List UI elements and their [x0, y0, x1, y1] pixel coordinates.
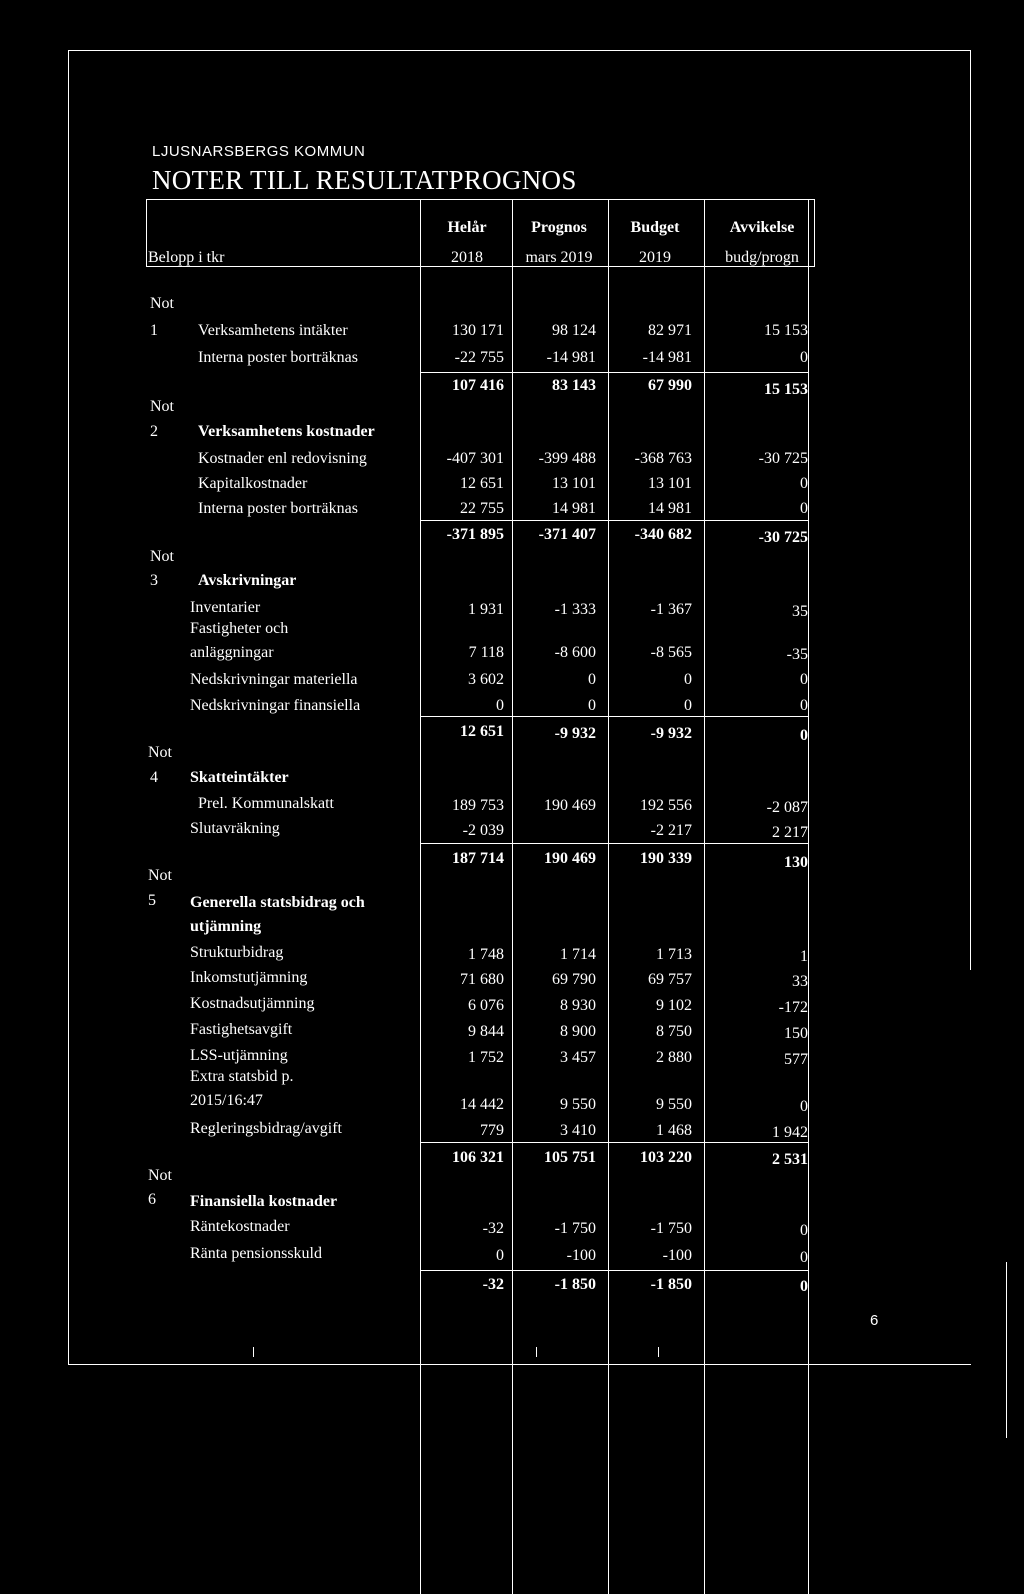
cell-budget: 192 556 [640, 797, 692, 814]
cell-helar: 22 755 [460, 500, 504, 517]
column-divider [608, 199, 609, 1594]
total-prognos: 190 469 [544, 850, 596, 867]
note-number: 2 [150, 423, 158, 440]
cell-avvikelse: 2 217 [772, 824, 808, 841]
cell-budget: 9 102 [656, 997, 692, 1014]
note-title: Verksamhetens kostnader [198, 423, 375, 440]
cell-avvikelse: 0 [800, 671, 808, 688]
organization-name: LJUSNARSBERGS KOMMUN [152, 143, 366, 160]
total-budget: 103 220 [640, 1149, 692, 1166]
cell-avvikelse: -35 [786, 646, 808, 663]
cell-avvikelse: 1 942 [772, 1124, 808, 1141]
cell-budget: -1 367 [650, 601, 692, 618]
col-sub-helar: 2018 [451, 249, 483, 266]
cell-helar: 71 680 [460, 971, 504, 988]
column-divider [704, 199, 705, 1594]
total-helar: -32 [482, 1276, 504, 1293]
cell-budget: -8 565 [650, 644, 692, 661]
row-label: Kostnadsutjämning [190, 995, 315, 1012]
cell-avvikelse: 35 [792, 603, 808, 620]
cell-prognos: 0 [588, 697, 596, 714]
note-title: Finansiella kostnader [190, 1193, 338, 1210]
subtotal-rule [420, 372, 808, 373]
subtotal-rule [420, 1142, 808, 1143]
total-helar: 12 651 [460, 723, 504, 740]
cell-budget: 0 [684, 671, 692, 688]
cell-helar: 1 752 [468, 1049, 504, 1066]
total-prognos: -371 407 [538, 526, 596, 543]
cell-prognos: 9 550 [560, 1096, 596, 1113]
cell-avvikelse: 1 [800, 948, 808, 965]
cell-helar: 12 651 [460, 475, 504, 492]
row-label: Inkomstutjämning [190, 969, 308, 986]
cell-avvikelse: 0 [800, 1098, 808, 1115]
frame-tick [536, 1347, 537, 1357]
column-divider [420, 199, 421, 1594]
note-number: 5 [148, 892, 156, 909]
subtotal-rule [420, 1270, 808, 1271]
cell-helar: -22 755 [454, 349, 504, 366]
cell-prognos: -100 [566, 1247, 596, 1264]
cell-prognos: 3 410 [560, 1122, 596, 1139]
subtotal-rule [420, 716, 808, 717]
row-label: Ränta pensionsskuld [190, 1245, 322, 1262]
cell-budget: 13 101 [648, 475, 692, 492]
note-number: 3 [150, 572, 158, 589]
cell-budget: -14 981 [642, 349, 692, 366]
cell-avvikelse: -2 087 [766, 799, 808, 816]
note-title-continued: utjämning [190, 918, 262, 935]
note-title: Generella statsbidrag och [190, 894, 365, 911]
cell-prognos: -1 333 [554, 601, 596, 618]
cell-prognos: -399 488 [538, 450, 596, 467]
row-label: Strukturbidrag [190, 944, 284, 961]
col-sub-avvikelse: budg/progn [725, 249, 799, 266]
cell-helar: -2 039 [462, 822, 504, 839]
row-label-continued: anläggningar [190, 644, 274, 661]
cell-helar: 779 [480, 1122, 504, 1139]
cell-avvikelse: 0 [800, 697, 808, 714]
total-prognos: -1 850 [554, 1276, 596, 1293]
row-label: Räntekostnader [190, 1218, 290, 1235]
not-label: Not [148, 744, 172, 761]
row-label: Interna poster borträknas [198, 349, 358, 366]
not-label: Not [150, 295, 174, 312]
cell-budget: -2 217 [650, 822, 692, 839]
cell-avvikelse: 15 153 [764, 322, 808, 339]
cell-avvikelse: -172 [778, 999, 808, 1016]
amount-unit-label: Belopp i tkr [148, 249, 225, 266]
total-prognos: 83 143 [552, 377, 596, 394]
col-header-helar: Helår [447, 219, 487, 236]
note-title: Avskrivningar [198, 572, 297, 589]
total-avvikelse: 0 [800, 727, 808, 744]
col-sub-prognos: mars 2019 [525, 249, 593, 266]
row-label: Nedskrivningar materiella [190, 671, 358, 688]
total-avvikelse: 0 [800, 1278, 808, 1295]
cell-avvikelse: -30 725 [758, 450, 808, 467]
frame-tick [658, 1347, 659, 1357]
column-divider [808, 199, 809, 1594]
row-label: Inventarier [190, 599, 261, 616]
total-helar: -371 895 [446, 526, 504, 543]
row-label: Verksamhetens intäkter [198, 322, 348, 339]
row-label: LSS-utjämning [190, 1047, 288, 1064]
note-title: Skatteintäkter [190, 769, 289, 786]
cell-budget: -368 763 [634, 450, 692, 467]
page-title: NOTER TILL RESULTATPROGNOS [152, 165, 577, 195]
row-label: Regleringsbidrag/avgift [190, 1120, 342, 1137]
subtotal-rule [420, 520, 808, 521]
cell-avvikelse: 0 [800, 475, 808, 492]
total-budget: -9 932 [650, 725, 692, 742]
row-label: Prel. Kommunalskatt [198, 795, 334, 812]
cell-helar: 0 [496, 1247, 504, 1264]
cell-prognos: 1 714 [560, 946, 596, 963]
cell-avvikelse: 150 [784, 1025, 808, 1042]
cell-prognos: 0 [588, 671, 596, 688]
page-number: 6 [870, 1312, 879, 1329]
cell-helar: 6 076 [468, 997, 504, 1014]
cell-helar: 9 844 [468, 1023, 504, 1040]
cell-budget: 8 750 [656, 1023, 692, 1040]
cell-helar: -32 [482, 1220, 504, 1237]
cell-prognos: 69 790 [552, 971, 596, 988]
note-number: 4 [150, 769, 158, 786]
col-header-avvikelse: Avvikelse [729, 219, 795, 236]
cell-prognos: 3 457 [560, 1049, 596, 1066]
cell-budget: 1 468 [656, 1122, 692, 1139]
page-frame-right [970, 50, 971, 970]
note-number: 6 [148, 1191, 156, 1208]
row-label: Fastighetsavgift [190, 1021, 293, 1038]
cell-prognos: 190 469 [544, 797, 596, 814]
not-label: Not [148, 867, 172, 884]
page-frame-left [68, 50, 69, 1365]
cell-helar: 130 171 [452, 322, 504, 339]
total-helar: 107 416 [452, 377, 504, 394]
column-divider [512, 199, 513, 1594]
not-label: Not [150, 398, 174, 415]
total-prognos: -9 932 [554, 725, 596, 742]
cell-helar: 0 [496, 697, 504, 714]
total-prognos: 105 751 [544, 1149, 596, 1166]
cell-helar: 14 442 [460, 1096, 504, 1113]
cell-avvikelse: 33 [792, 973, 808, 990]
total-avvikelse: 2 531 [772, 1151, 808, 1168]
cell-prognos: -8 600 [554, 644, 596, 661]
row-label: Fastigheter och [190, 620, 289, 637]
cell-helar: 1 931 [468, 601, 504, 618]
not-label: Not [148, 1167, 172, 1184]
cell-prognos: 8 930 [560, 997, 596, 1014]
total-budget: 67 990 [648, 377, 692, 394]
cell-budget: 14 981 [648, 500, 692, 517]
cell-avvikelse: 577 [784, 1051, 808, 1068]
subtotal-rule [420, 843, 808, 844]
row-label: Extra statsbid p. [190, 1068, 294, 1085]
col-header-budget: Budget [630, 219, 680, 236]
cell-prognos: -1 750 [554, 1220, 596, 1237]
cell-helar: -407 301 [446, 450, 504, 467]
page-frame-top [68, 50, 971, 51]
cell-helar: 189 753 [452, 797, 504, 814]
col-header-prognos: Prognos [531, 219, 587, 236]
cell-prognos: -14 981 [546, 349, 596, 366]
cell-helar: 7 118 [468, 644, 504, 661]
cell-avvikelse: 0 [800, 1222, 808, 1239]
cell-helar: 3 602 [468, 671, 504, 688]
row-label: Nedskrivningar finansiella [190, 697, 361, 714]
total-budget: -1 850 [650, 1276, 692, 1293]
cell-helar: 1 748 [468, 946, 504, 963]
row-label: Kapitalkostnader [198, 475, 308, 492]
total-budget: 190 339 [640, 850, 692, 867]
cell-avvikelse: 0 [800, 349, 808, 366]
cell-budget: 9 550 [656, 1096, 692, 1113]
cell-budget: 82 971 [648, 322, 692, 339]
cell-budget: -1 750 [650, 1220, 692, 1237]
cell-avvikelse: 0 [800, 500, 808, 517]
total-avvikelse: -30 725 [758, 529, 808, 546]
cell-prognos: 14 981 [552, 500, 596, 517]
page-frame-bottom [68, 1364, 971, 1365]
row-label: Slutavräkning [190, 820, 280, 837]
row-label: Interna poster borträknas [198, 500, 358, 517]
cell-budget: 1 713 [656, 946, 692, 963]
total-avvikelse: 15 153 [764, 381, 808, 398]
cell-budget: 69 757 [648, 971, 692, 988]
cell-budget: 2 880 [656, 1049, 692, 1066]
cell-avvikelse: 0 [800, 1249, 808, 1266]
cell-budget: 0 [684, 697, 692, 714]
cell-budget: -100 [662, 1247, 692, 1264]
total-avvikelse: 130 [784, 854, 808, 871]
cell-prognos: 8 900 [560, 1023, 596, 1040]
col-sub-budget: 2019 [639, 249, 671, 266]
row-label: Kostnader enl redovisning [198, 450, 367, 467]
cell-prognos: 98 124 [552, 322, 596, 339]
not-label: Not [150, 548, 174, 565]
note-number: 1 [150, 322, 158, 339]
total-budget: -340 682 [634, 526, 692, 543]
frame-tick [253, 1347, 254, 1357]
side-rule [1006, 1262, 1007, 1438]
row-label-continued: 2015/16:47 [190, 1092, 263, 1109]
total-helar: 106 321 [452, 1149, 504, 1166]
total-helar: 187 714 [452, 850, 504, 867]
cell-prognos: 13 101 [552, 475, 596, 492]
